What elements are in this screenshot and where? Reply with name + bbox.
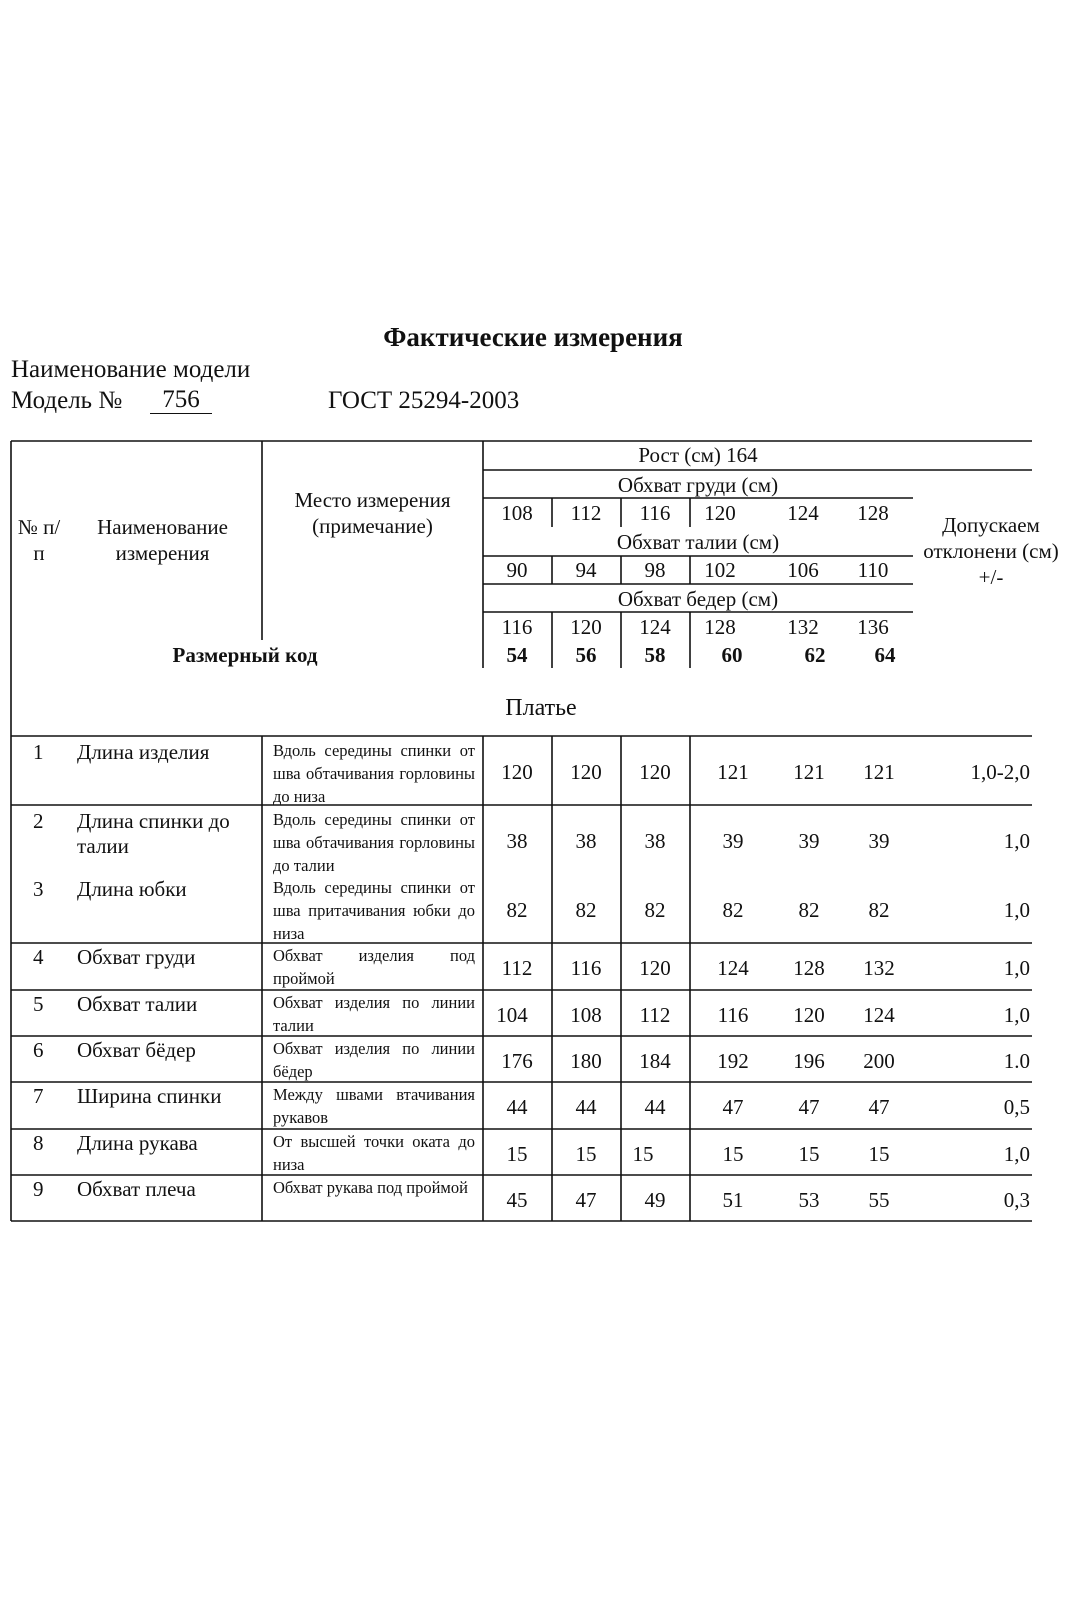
header-height: Рост (см) 164 xyxy=(638,443,758,467)
row-value: 51 xyxy=(722,1188,744,1212)
row-value: 15 xyxy=(506,1142,528,1166)
row-value: 15 xyxy=(575,1142,597,1166)
row-place: Обхват изделия под проймой xyxy=(273,946,475,988)
row-value: 120 xyxy=(501,760,533,784)
row-value: 104 xyxy=(496,1003,528,1027)
waist-value: 102 xyxy=(704,558,736,582)
hips-value: 124 xyxy=(639,615,671,639)
size-code: 64 xyxy=(874,643,896,667)
row-value: 121 xyxy=(793,760,825,784)
model-number: 756 xyxy=(150,387,212,414)
row-value: 82 xyxy=(644,898,666,922)
row-name: Длина изделия xyxy=(77,740,210,764)
row-value: 45 xyxy=(506,1188,528,1212)
row-place: Между швами втачивания рукавов xyxy=(273,1085,475,1127)
row-value: 47 xyxy=(868,1095,890,1119)
row-value: 112 xyxy=(501,956,533,980)
row-value: 39 xyxy=(722,829,744,853)
row-value: 120 xyxy=(793,1003,825,1027)
waist-value: 98 xyxy=(644,558,666,582)
size-code-label: Размерный код xyxy=(172,643,318,667)
header-chest-label: Обхват груди (см) xyxy=(617,473,779,497)
row-value: 180 xyxy=(570,1049,602,1073)
row-value: 120 xyxy=(639,760,671,784)
chest-value: 128 xyxy=(857,501,889,525)
row-value: 121 xyxy=(717,760,749,784)
row-number: 5 xyxy=(33,992,44,1016)
row-value: 116 xyxy=(717,1003,749,1027)
row-value: 38 xyxy=(644,829,666,853)
row-number: 8 xyxy=(33,1131,44,1155)
header-place: Место измерения (примечание) xyxy=(294,488,451,538)
row-name: Длина рукава xyxy=(77,1131,198,1155)
row-value: 121 xyxy=(863,760,895,784)
row-value: 47 xyxy=(575,1188,597,1212)
header-tolerance: Допускаем отклонени (см) +/- xyxy=(923,513,1059,589)
row-value: 120 xyxy=(570,760,602,784)
row-number: 6 xyxy=(33,1038,44,1062)
chest-value: 108 xyxy=(501,501,533,525)
waist-value: 110 xyxy=(857,558,889,582)
row-tolerance: 0,3 xyxy=(1003,1188,1030,1212)
row-name: Ширина спинки xyxy=(77,1084,222,1108)
row-value: 82 xyxy=(575,898,597,922)
waist-value: 94 xyxy=(575,558,597,582)
row-name: Обхват плеча xyxy=(77,1177,196,1201)
row-value: 47 xyxy=(722,1095,744,1119)
row-value: 128 xyxy=(793,956,825,980)
row-value: 124 xyxy=(717,956,749,980)
row-value: 176 xyxy=(501,1049,533,1073)
section-title: Платье xyxy=(505,695,577,721)
row-value: 200 xyxy=(863,1049,895,1073)
row-value: 15 xyxy=(798,1142,820,1166)
row-value: 38 xyxy=(506,829,528,853)
row-place: Вдоль середины спинки от шва обтачивания горловины до талии xyxy=(273,810,475,875)
row-number: 3 xyxy=(33,877,44,901)
row-number: 7 xyxy=(33,1084,44,1108)
row-value: 124 xyxy=(863,1003,895,1027)
header-name: Наименование измерения xyxy=(97,515,228,565)
row-value: 39 xyxy=(798,829,820,853)
row-value: 112 xyxy=(639,1003,671,1027)
row-name: Обхват талии xyxy=(77,992,198,1016)
row-place: От высшей точки оката до низа xyxy=(273,1132,475,1174)
chest-value: 116 xyxy=(639,501,671,525)
row-value: 38 xyxy=(575,829,597,853)
standard: ГОСТ 25294-2003 xyxy=(328,387,520,414)
row-place: Вдоль середины спинки от шва притачивания юбки до низа xyxy=(273,878,475,943)
hips-value: 132 xyxy=(787,615,819,639)
row-number: 1 xyxy=(33,740,44,764)
row-place: Обхват рукава под проймой xyxy=(273,1178,468,1197)
row-tolerance: 1,0 xyxy=(1003,829,1030,853)
size-code: 62 xyxy=(804,643,826,667)
row-value: 116 xyxy=(570,956,602,980)
row-value: 184 xyxy=(639,1049,671,1073)
row-value: 82 xyxy=(868,898,890,922)
hips-value: 128 xyxy=(704,615,736,639)
size-code: 58 xyxy=(644,643,666,667)
row-value: 39 xyxy=(868,829,890,853)
row-value: 49 xyxy=(644,1188,666,1212)
hips-value: 120 xyxy=(570,615,602,639)
row-value: 47 xyxy=(798,1095,820,1119)
row-name: Обхват бёдер xyxy=(77,1038,196,1062)
row-tolerance: 0,5 xyxy=(1003,1095,1030,1119)
row-value: 44 xyxy=(506,1095,528,1119)
row-value: 55 xyxy=(868,1188,890,1212)
size-code: 54 xyxy=(506,643,528,667)
row-value: 15 xyxy=(632,1142,654,1166)
size-code: 56 xyxy=(575,643,597,667)
row-value: 82 xyxy=(798,898,820,922)
row-value: 108 xyxy=(570,1003,602,1027)
hips-value: 136 xyxy=(857,615,889,639)
row-value: 82 xyxy=(506,898,528,922)
header-waist-label: Обхват талии (см) xyxy=(616,530,780,554)
row-number: 9 xyxy=(33,1177,44,1201)
row-tolerance: 1.0 xyxy=(1003,1049,1030,1073)
row-place: Обхват изделия по линии талии xyxy=(273,993,475,1035)
hips-value: 116 xyxy=(501,615,533,639)
row-value: 44 xyxy=(644,1095,666,1119)
row-value: 120 xyxy=(639,956,671,980)
row-tolerance: 1,0 xyxy=(1003,956,1030,980)
row-place: Обхват изделия по линии бёдер xyxy=(273,1039,475,1081)
row-tolerance: 1,0 xyxy=(1003,1142,1030,1166)
row-value: 53 xyxy=(798,1188,820,1212)
row-name: Обхват груди xyxy=(77,945,196,969)
row-value: 44 xyxy=(575,1095,597,1119)
model-number-label: Модель № xyxy=(11,387,123,414)
row-place: Вдоль середины спинки от шва обтачивания горловины до низа xyxy=(273,741,475,806)
chest-value: 124 xyxy=(787,501,819,525)
row-tolerance: 1,0-2,0 xyxy=(970,760,1030,784)
row-value: 82 xyxy=(722,898,744,922)
header-hips-label: Обхват бедер (см) xyxy=(617,587,779,611)
row-value: 15 xyxy=(868,1142,890,1166)
chest-value: 120 xyxy=(704,501,736,525)
header-num: № п/п xyxy=(17,515,61,565)
row-tolerance: 1,0 xyxy=(1003,898,1030,922)
waist-value: 90 xyxy=(506,558,528,582)
size-code: 60 xyxy=(721,643,743,667)
page-title: Фактические измерения xyxy=(383,322,683,352)
row-tolerance: 1,0 xyxy=(1003,1003,1030,1027)
chest-value: 112 xyxy=(570,501,602,525)
row-value: 196 xyxy=(793,1049,825,1073)
model-name-label: Наименование модели xyxy=(11,356,251,383)
row-number: 4 xyxy=(33,945,44,969)
row-name: Длина спинки до талии xyxy=(77,809,230,858)
row-value: 132 xyxy=(863,956,895,980)
row-name: Длина юбки xyxy=(77,877,187,901)
row-value: 15 xyxy=(722,1142,744,1166)
row-value: 192 xyxy=(717,1049,749,1073)
waist-value: 106 xyxy=(787,558,819,582)
row-number: 2 xyxy=(33,809,44,833)
